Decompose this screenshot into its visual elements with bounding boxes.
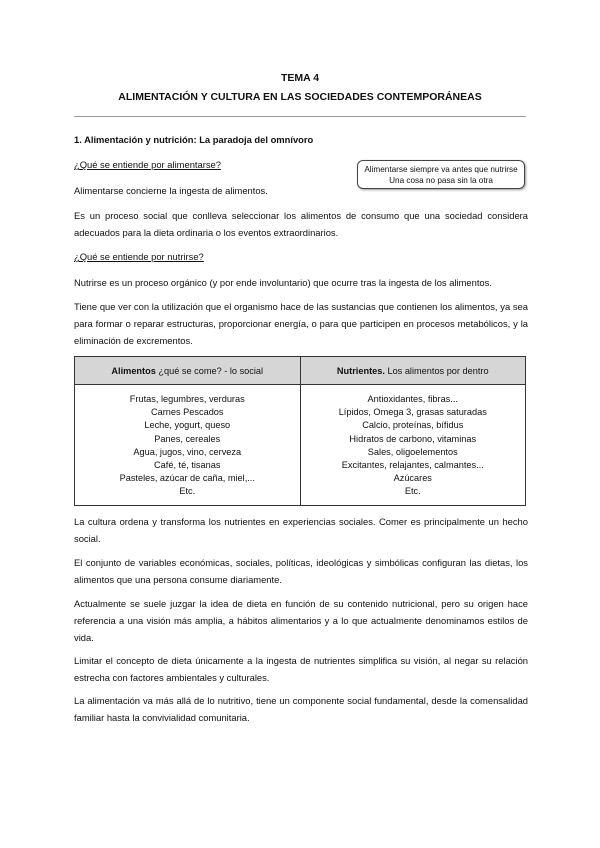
header-bold: Alimentos — [111, 365, 156, 376]
table-item: Hidratos de carbono, vitaminas — [349, 433, 477, 444]
question-heading-1-text: ¿Qué se entiende por alimentarse? — [74, 159, 221, 170]
section-heading: 1. Alimentación y nutrición: La paradoja del omnívoro — [74, 134, 314, 145]
paragraph: La cultura ordena y transforma los nutrientes en experiencias sociales. Comer es principalmente un hecho social. — [74, 516, 528, 544]
callout-line-1: Alimentarse siempre va antes que nutrirse — [364, 164, 518, 174]
table-item: Agua, jugos, vino, cerveza — [133, 446, 242, 457]
table-item: Etc. — [404, 486, 421, 497]
table-cell-foods — [75, 385, 301, 506]
paragraph: Actualmente se suele juzgar la idea de dieta en función de su contenido nutricional, pero su origen hace referencia a una visión más amplia, a hábitos alimentarios y a lo que actualmente denominamos estilos de vida. — [74, 598, 528, 643]
table-cell-nutrients — [300, 385, 526, 506]
question-heading-2-text: ¿Qué se entiende por nutrirse? — [74, 251, 204, 262]
paragraph: Nutrirse es un proceso orgánico (y por ende involuntario) que ocurre tras la ingesta de los alimentos. — [74, 277, 492, 288]
table-item: Frutas, legumbres, verduras — [129, 394, 245, 404]
paragraph: Limitar el concepto de dieta únicamente a la ingesta de nutrientes simplifica su visión, al negar su relación estrecha con factores ambientales y culturales. — [74, 655, 528, 683]
table-row — [75, 385, 526, 506]
callout-line-2: Una cosa no pasa sin la otra — [389, 175, 493, 185]
table-item: Lípidos, Omega 3, grasas saturadas — [338, 407, 487, 418]
document-title: ALIMENTACIÓN Y CULTURA EN LAS SOCIEDADES CONTEMPORÁNEAS — [118, 91, 482, 103]
table-item: Pasteles, azúcar de caña, miel,... — [119, 473, 255, 484]
paragraph: Alimentarse concierne la ingesta de alimentos. — [74, 185, 268, 196]
paragraph: Tiene que ver con la utilización que el organismo hace de las sustancias que contienen los alimentos, ya sea para formar o reparar estructuras, proporcionar energía, o para que participen en procesos metabólicos, y la eliminación de excrementos. — [74, 301, 528, 346]
table-item: Azúcares — [393, 473, 432, 484]
table-header-row — [75, 357, 526, 385]
table-item: Panes, cereales — [154, 433, 221, 444]
paragraph: La alimentación va más allá de lo nutritivo, tiene un componente social fundamental, desde la comensalidad familiar hasta la convivialidad comunitaria. — [74, 695, 528, 723]
paragraph: El conjunto de variables económicas, sociales, políticas, ideológicas y simbólicas configuran las dietas, los alimentos que una persona consume diariamente. — [74, 557, 528, 585]
table-item: Excitantes, relajantes, calmantes... — [341, 460, 484, 471]
comparison-table — [74, 356, 526, 506]
header-rest: ¿qué se come? - lo social — [155, 365, 264, 376]
table-item: Café, té, tisanas — [154, 460, 221, 471]
header-rest: Los alimentos por dentro — [384, 365, 489, 376]
table-item: Etc. — [179, 486, 196, 497]
paragraph: Es un proceso social que conlleva seleccionar los alimentos de consumo que una sociedad considera adecuados para la dieta ordinaria o los eventos extraordinarios. — [74, 210, 528, 238]
title-divider — [74, 116, 526, 117]
question-heading-2 — [74, 248, 528, 265]
table-header-cell — [300, 357, 526, 385]
header-bold: Nutrientes. — [336, 365, 385, 376]
table-item: Antioxidantes, fibras... — [367, 394, 458, 404]
table-item: Leche, yogurt, queso — [144, 420, 231, 431]
table-item: Sales, oligoelementos — [367, 446, 458, 457]
table-item: Carnes Pescados — [150, 407, 224, 418]
table-header-cell — [75, 357, 301, 385]
table-item: Calcio, proteínas, bífidus — [362, 420, 464, 431]
topic-number: TEMA 4 — [280, 72, 320, 84]
